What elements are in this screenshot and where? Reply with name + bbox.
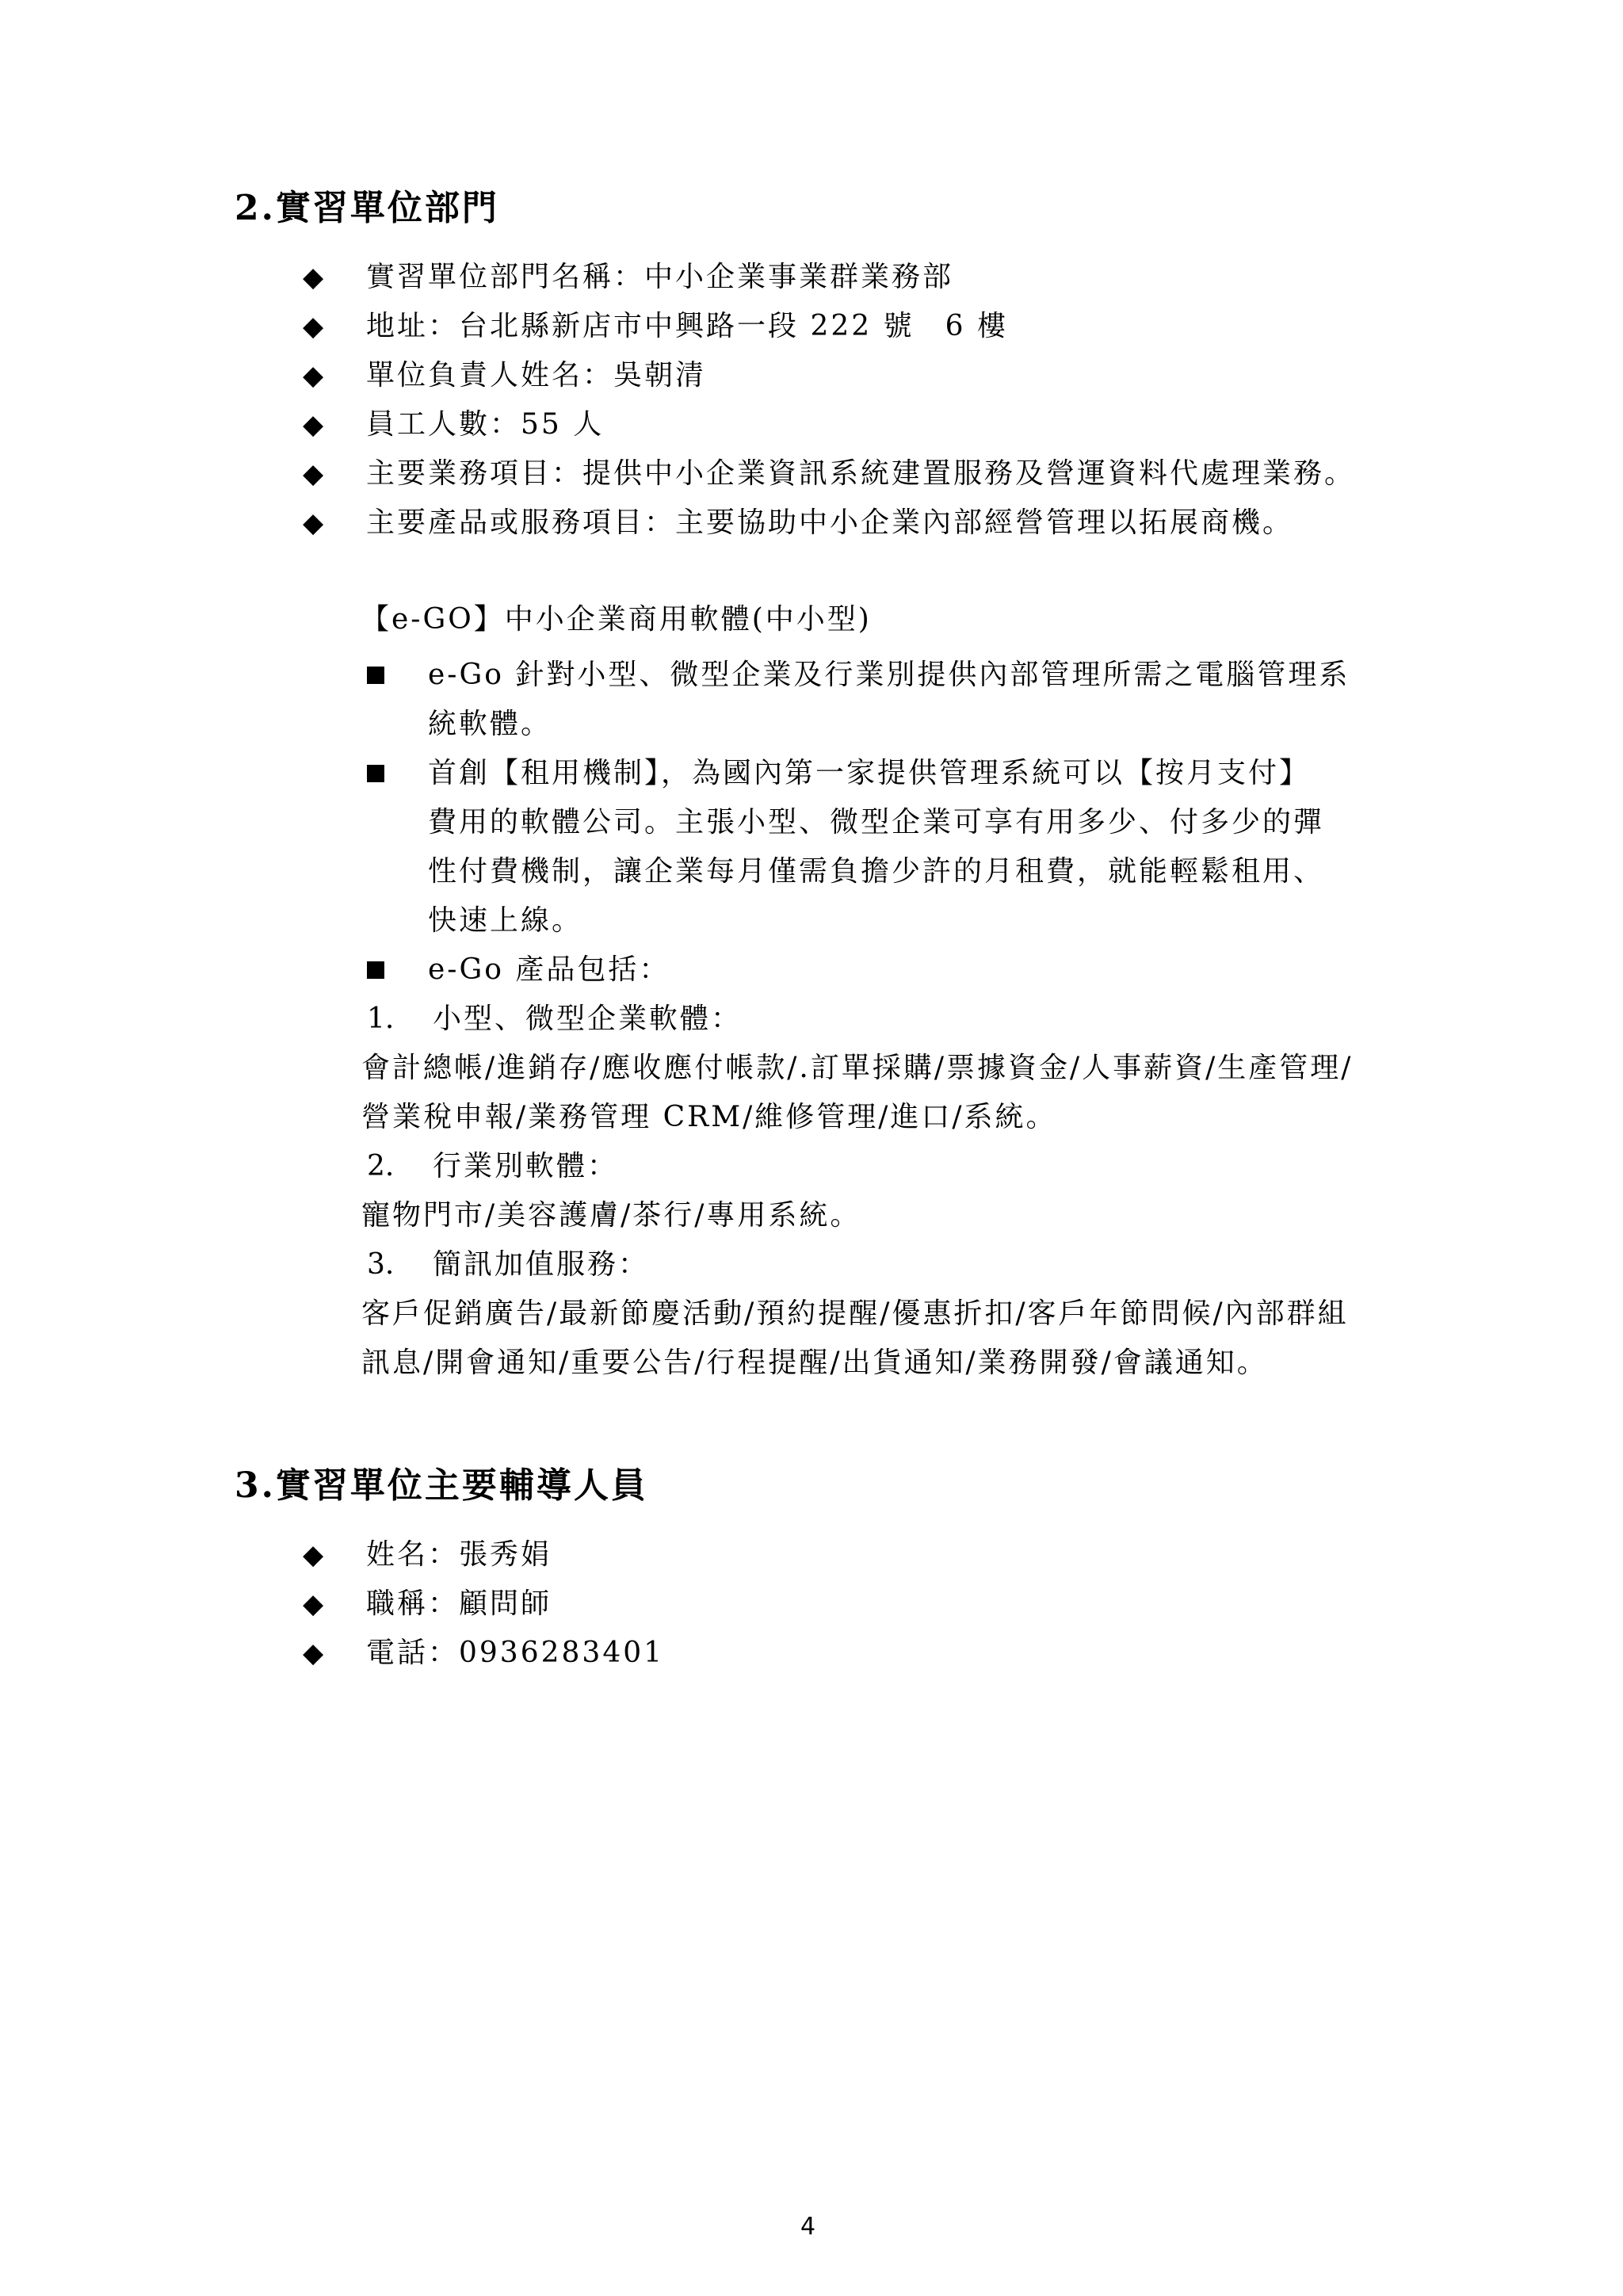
bullet-text: 主要產品或服務項目：主要協助中小企業內部經營管理以拓展商機。 xyxy=(366,506,1294,539)
item-detail: 寵物門市/美容護膚/茶行/專用系統。 xyxy=(361,1199,861,1232)
item-number: 3. xyxy=(367,1248,395,1281)
bullet-text: 員工人數：55 人 xyxy=(366,408,605,441)
feature-text: e-Go 產品包括： xyxy=(428,953,670,986)
bullet-text: 職稱：顧問師 xyxy=(366,1587,552,1620)
square-bullet-icon xyxy=(367,961,384,979)
square-bullet-icon xyxy=(367,765,384,782)
item-title: 行業別軟體： xyxy=(433,1150,619,1182)
bullet-text: 實習單位部門名稱：中小企業事業群業務部 xyxy=(366,261,954,293)
item-number: 2. xyxy=(367,1150,395,1182)
diamond-bullet-icon: ◆ xyxy=(303,1588,324,1620)
page-number: 4 xyxy=(800,2213,816,2241)
feature-text: 費用的軟體公司。主張小型、微型企業可享有用多少、付多少的彈 xyxy=(428,806,1325,839)
diamond-bullet-icon: ◆ xyxy=(303,458,324,490)
diamond-bullet-icon: ◆ xyxy=(303,1637,324,1669)
item-title: 簡訊加值服務： xyxy=(433,1248,650,1281)
item-title: 小型、微型企業軟體： xyxy=(433,1003,743,1035)
feature-text: 性付費機制，讓企業每月僅需負擔少許的月租費，就能輕鬆租用、 xyxy=(428,855,1325,888)
feature-text: e-Go 針對小型、微型企業及行業別提供內部管理所需之電腦管理系 xyxy=(428,659,1350,691)
diamond-bullet-icon: ◆ xyxy=(303,360,324,392)
diamond-bullet-icon: ◆ xyxy=(303,1539,324,1571)
feature-text: 快速上線。 xyxy=(428,904,583,937)
diamond-bullet-icon: ◆ xyxy=(303,409,324,441)
item-detail: 訊息/開會通知/重要公告/行程提醒/出貨通知/業務開發/會議通知。 xyxy=(361,1347,1268,1379)
bullet-text: 單位負責人姓名：吳朝清 xyxy=(366,359,707,392)
section-3-heading: 3.實習單位主要輔導人員 xyxy=(235,1465,648,1506)
item-number: 1. xyxy=(367,1003,395,1035)
square-bullet-icon xyxy=(367,667,384,684)
diamond-bullet-icon: ◆ xyxy=(303,507,324,539)
bullet-text: 姓名：張秀娟 xyxy=(366,1538,552,1571)
diamond-bullet-icon: ◆ xyxy=(303,262,324,293)
item-detail: 會計總帳/進銷存/應收應付帳款/.訂單採購/票據資金/人事薪資/生產管理/ xyxy=(361,1052,1354,1084)
product-title: 【e-GO】中小企業商用軟體(中小型) xyxy=(361,603,872,636)
feature-text: 統軟體。 xyxy=(428,708,552,740)
item-detail: 營業稅申報/業務管理 CRM/維修管理/進口/系統。 xyxy=(361,1101,1057,1133)
bullet-text: 電話：0936283401 xyxy=(366,1637,665,1669)
item-detail: 客戶促銷廣告/最新節慶活動/預約提醒/優惠折扣/客戶年節問候/內部群組 xyxy=(361,1297,1349,1330)
bullet-text: 主要業務項目：提供中小企業資訊系統建置服務及營運資料代處理業務。 xyxy=(366,457,1356,490)
bullet-text: 地址：台北縣新店市中興路一段 222 號 6 樓 xyxy=(366,310,1008,342)
feature-text: 首創【租用機制】，為國內第一家提供管理系統可以【按月支付】 xyxy=(428,757,1311,789)
section-2-heading: 2.實習單位部門 xyxy=(235,188,499,228)
diamond-bullet-icon: ◆ xyxy=(303,311,324,342)
